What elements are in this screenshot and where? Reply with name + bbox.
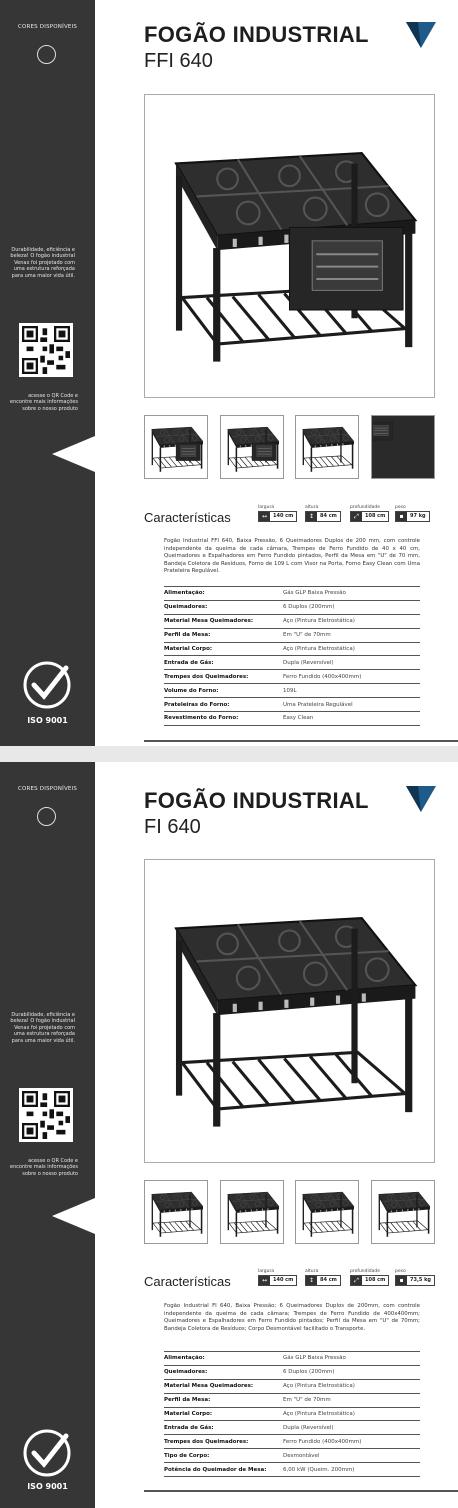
spec-key: Material Mesa Queimadores: [164,1379,283,1393]
table-row [164,1435,420,1449]
page-separator [0,746,458,762]
spec-key: Tipo de Corpo: [164,1449,283,1463]
spec-key: Entrada de Gás: [164,1421,283,1435]
height-label: altura [305,1269,319,1274]
product-title: FOGÃO INDUSTRIAL [144,788,369,813]
thumbnail-side[interactable] [220,1180,284,1244]
spec-value: Aço (Pintura Eletrostática) [283,1379,420,1393]
table-row [164,1463,420,1477]
spec-key: Potência do Queimador de Mesa: [164,1463,283,1477]
page-bottom-rule [144,1490,458,1492]
table-row [164,656,420,670]
spec-table [164,586,420,726]
brand-logo-icon [406,20,436,48]
table-row [164,684,420,698]
spec-value: Aço (Pintura Eletrostática) [283,614,420,628]
spec-value: 6 Duplos (200mm) [283,600,420,614]
depth-value: 108 cm [365,513,386,519]
colors-available-label: CORES DISPONÍVEIS [17,24,78,30]
page-bottom-rule [144,740,458,742]
weight-icon: ▪ [396,1276,407,1285]
thumbnail-top[interactable] [295,415,359,479]
spec-key: Alimentação: [164,1352,283,1366]
brand-logo-icon [406,784,436,812]
width-icon: ↔ [259,512,270,521]
spec-key: Alimentação: [164,587,283,601]
width-icon: ↔ [259,1276,270,1285]
width-value: 140 cm [273,513,294,519]
depth-label: profundidade [350,505,380,510]
iso-check-icon [20,658,74,712]
thumbnail-strip [144,415,435,479]
depth-value: 108 cm [365,1277,386,1283]
table-row [164,1379,420,1393]
spec-key: Revestimento do Forno: [164,712,283,726]
weight-label: peso [395,1269,406,1274]
thumbnail-side[interactable] [220,415,284,479]
spec-value: Dupla (Reversível) [283,656,420,670]
product-model: FI 640 [144,816,201,838]
sidebar-intro-text: Durabilidade, eficiência e beleza! O fogão industrial Venax foi projetado com uma estrutura reforçada para uma maior vida útil. [10,1012,75,1044]
qr-caption: acesse o QR Code e encontre mais informações sobre o nosso produto [9,393,78,412]
weight-label: peso [395,505,406,510]
table-row [164,712,420,726]
product-description: Fogão Industrial FI 640, Baixa Pressão; 6 Queimadores Duplos de 200mm, com controle independente da queima de cada câmara; Trempes de Ferro Fundido de 400x400mm; Queimadores e Espalhadores em Ferro Fundido pintados; Perfil da Mesa em "U" de 70mm; Bandeja Coletora de Resíduos; Corpo Desmontável facilitado o Transporte. [164,1303,420,1332]
table-row [164,698,420,712]
spec-value: 6,00 kW (Queim. 200mm) [283,1463,420,1477]
spec-value: Em "U" de 70mm [283,628,420,642]
table-row [164,1421,420,1435]
product-title: FOGÃO INDUSTRIAL [144,22,369,47]
spec-value: Em "U" de 70mm [283,1393,420,1407]
spec-value: Ferro Fundido (400x400mm) [283,1435,420,1449]
spec-key: Material Mesa Queimadores: [164,614,283,628]
table-row [164,670,420,684]
spec-key: Perfil da Mesa: [164,628,283,642]
characteristics-heading: Características [144,1274,231,1289]
product-description: Fogão Industrial FFI 640, Baixa Pressão, 6 Queimadores Duplos de 200 mm, com controle independente da queima de cada câmara, Trempes de Ferro Fundido de 40 x 40 cm, Queimadores e Espalhadores em Ferro Fundido pintados, Perfil da Mesa em "U" de 70 mm, Bandeja Coletora de Resíduos, Forno de 109 L com Visor na Porta, Forno Easy Clean com Uma Prateleira Regulável. [164,538,420,575]
product-model: FFI 640 [144,50,213,72]
spec-value: Gás GLP Baixa Pressão [283,587,420,601]
qr-code[interactable] [19,1088,73,1142]
table-row [164,587,420,601]
table-row [164,614,420,628]
spec-value: Ferro Fundido (400x400mm) [283,670,420,684]
table-row [164,1393,420,1407]
weight-value: 73,5 kg [410,1277,431,1283]
spec-key: Entrada de Gás: [164,656,283,670]
depth-icon: ⤢ [351,512,362,521]
spec-value: 6 Duplos (200mm) [283,1365,420,1379]
page-indicator-arrow [52,436,95,472]
height-label: altura [305,505,319,510]
width-value: 140 cm [273,1277,294,1283]
qr-caption: acesse o QR Code e encontre mais informações sobre o nosso produto [9,1158,78,1177]
colors-available-label: CORES DISPONÍVEIS [17,786,78,792]
height-icon: ↕ [306,1276,317,1285]
page-indicator-arrow [52,1198,95,1234]
catalog-page-ffi640 [0,0,458,746]
main-product-image[interactable] [144,859,435,1163]
main-product-image[interactable] [144,94,435,398]
thumbnail-detail[interactable] [371,1180,435,1244]
iso-label: ISO 9001 [27,716,68,725]
color-swatch[interactable] [37,807,56,826]
height-value: 84 cm [320,513,337,519]
table-row [164,1449,420,1463]
depth-icon: ⤢ [351,1276,362,1285]
table-row [164,1365,420,1379]
thumbnail-front[interactable] [144,1180,208,1244]
catalog-page-fi640 [0,762,458,1508]
thumbnail-top[interactable] [295,1180,359,1244]
spec-value: Dupla (Reversível) [283,1421,420,1435]
spec-key: Trempes dos Queimadores: [164,670,283,684]
spec-table [164,1351,420,1477]
spec-key: Volume do Forno: [164,684,283,698]
table-row [164,628,420,642]
spec-value: Uma Prateleira Regulável [283,698,420,712]
table-row [164,600,420,614]
sidebar-intro-text: Durabilidade, eficiência e beleza! O fogão industrial Venax foi projetado com uma estrutura reforçada para uma maior vida útil. [10,247,75,279]
spec-key: Prateleiras do Forno: [164,698,283,712]
color-swatch[interactable] [37,45,56,64]
width-label: largura [258,1269,275,1274]
depth-label: profundidade [350,1269,380,1274]
spec-value: Desmontável [283,1449,420,1463]
spec-key: Perfil da Mesa: [164,1393,283,1407]
spec-key: Queimadores: [164,1365,283,1379]
characteristics-heading: Características [144,510,231,525]
thumbnail-detail[interactable] [371,415,435,479]
width-label: largura [258,505,275,510]
iso-label: ISO 9001 [27,1482,68,1491]
height-icon: ↕ [306,512,317,521]
spec-key: Queimadores: [164,600,283,614]
qr-code[interactable] [19,323,73,377]
thumbnail-front[interactable] [144,415,208,479]
sidebar [0,762,95,1508]
spec-value: Gás GLP Baixa Pressão [283,1352,420,1366]
weight-value: 97 kg [410,513,426,519]
spec-key: Trempes dos Queimadores: [164,1435,283,1449]
spec-value: Aço (Pintura Eletrostática) [283,1407,420,1421]
spec-key: Material Corpo: [164,1407,283,1421]
height-value: 84 cm [320,1277,337,1283]
table-row [164,642,420,656]
spec-value: Easy Clean [283,712,420,726]
table-row [164,1407,420,1421]
table-row [164,1352,420,1366]
iso-check-icon [20,1426,74,1480]
thumbnail-strip [144,1180,435,1244]
spec-value: Aço (Pintura Eletrostática) [283,642,420,656]
spec-key: Material Corpo: [164,642,283,656]
weight-icon: ▪ [396,512,407,521]
spec-value: 109L [283,684,420,698]
sidebar [0,0,95,746]
